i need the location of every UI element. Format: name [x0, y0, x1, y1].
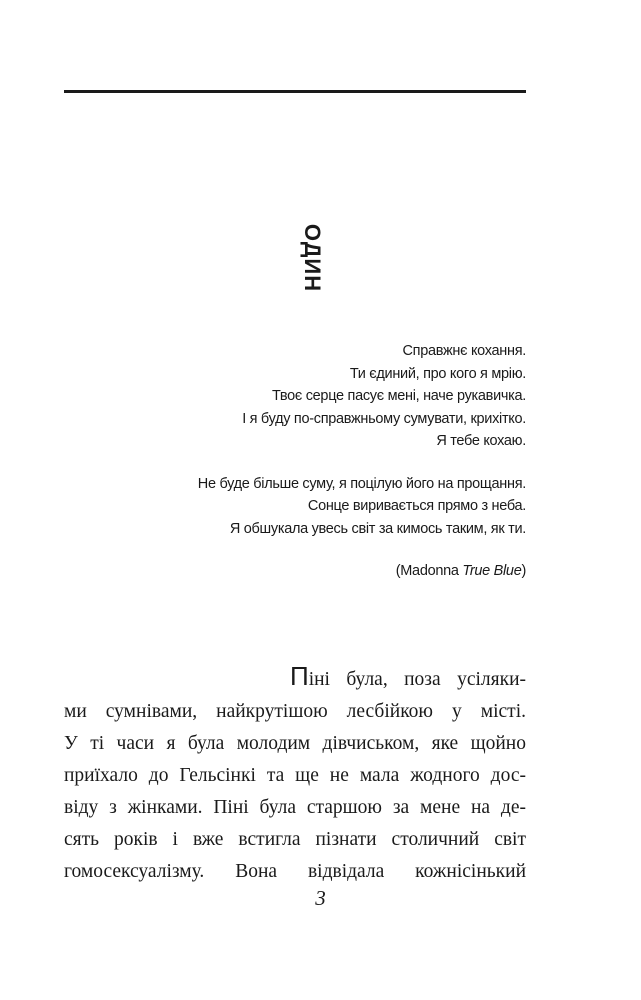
body-line: віду з жінками. Піні була старшою за мене на де-: [64, 797, 526, 818]
epigraph-line: Я обшукала увесь світ за кимось таким, як ти.: [229, 520, 526, 537]
epigraph-line: І я буду по-справжньому сумувати, крихітко.: [242, 410, 526, 427]
body-line-first: [64, 661, 526, 696]
page-number: 3: [315, 886, 326, 910]
epigraph-attribution: [146, 560, 526, 583]
song-title: True Blue: [462, 563, 522, 579]
chapter-title: ОДИН: [300, 223, 325, 293]
body-line: У ті часи я була молодим дівчиськом, яке щойно: [64, 733, 526, 754]
body-line: сять років і вже встигла пізнати столичний світ: [64, 829, 526, 850]
epigraph-line: Ти єдиний, про кого я мрію.: [349, 365, 526, 382]
epigraph-line: Твоє серце пасує мені, наче рукавичка.: [271, 388, 526, 404]
body-line: приїхало до Гельсінкі та ще не мала жодного дос-: [64, 765, 526, 786]
body-line: гомосексуалізму. Вона відвідала кожнісінький: [64, 861, 526, 882]
epigraph: [146, 340, 526, 583]
top-rule: [64, 90, 526, 93]
body-text: [64, 661, 526, 888]
epigraph-line: Я тебе кохаю.: [436, 433, 526, 449]
attribution-close: ): [521, 563, 526, 579]
epigraph-line: Сонце виривається прямо з неба.: [307, 498, 526, 514]
body-line-text: іні була, поза усіляки-: [308, 669, 526, 690]
body-line: ми сумнівами, найкрутішою лесбійкою у місті.: [64, 701, 526, 722]
epigraph-stanza-2: [146, 473, 526, 541]
epigraph-line: Справжнє кохання.: [402, 343, 526, 359]
epigraph-stanza-1: [146, 340, 526, 453]
epigraph-line: Не буде більше суму, я поцілую його на прощання.: [197, 475, 526, 492]
drop-cap: П: [290, 661, 309, 691]
attribution-open: (Madonna: [395, 563, 463, 579]
